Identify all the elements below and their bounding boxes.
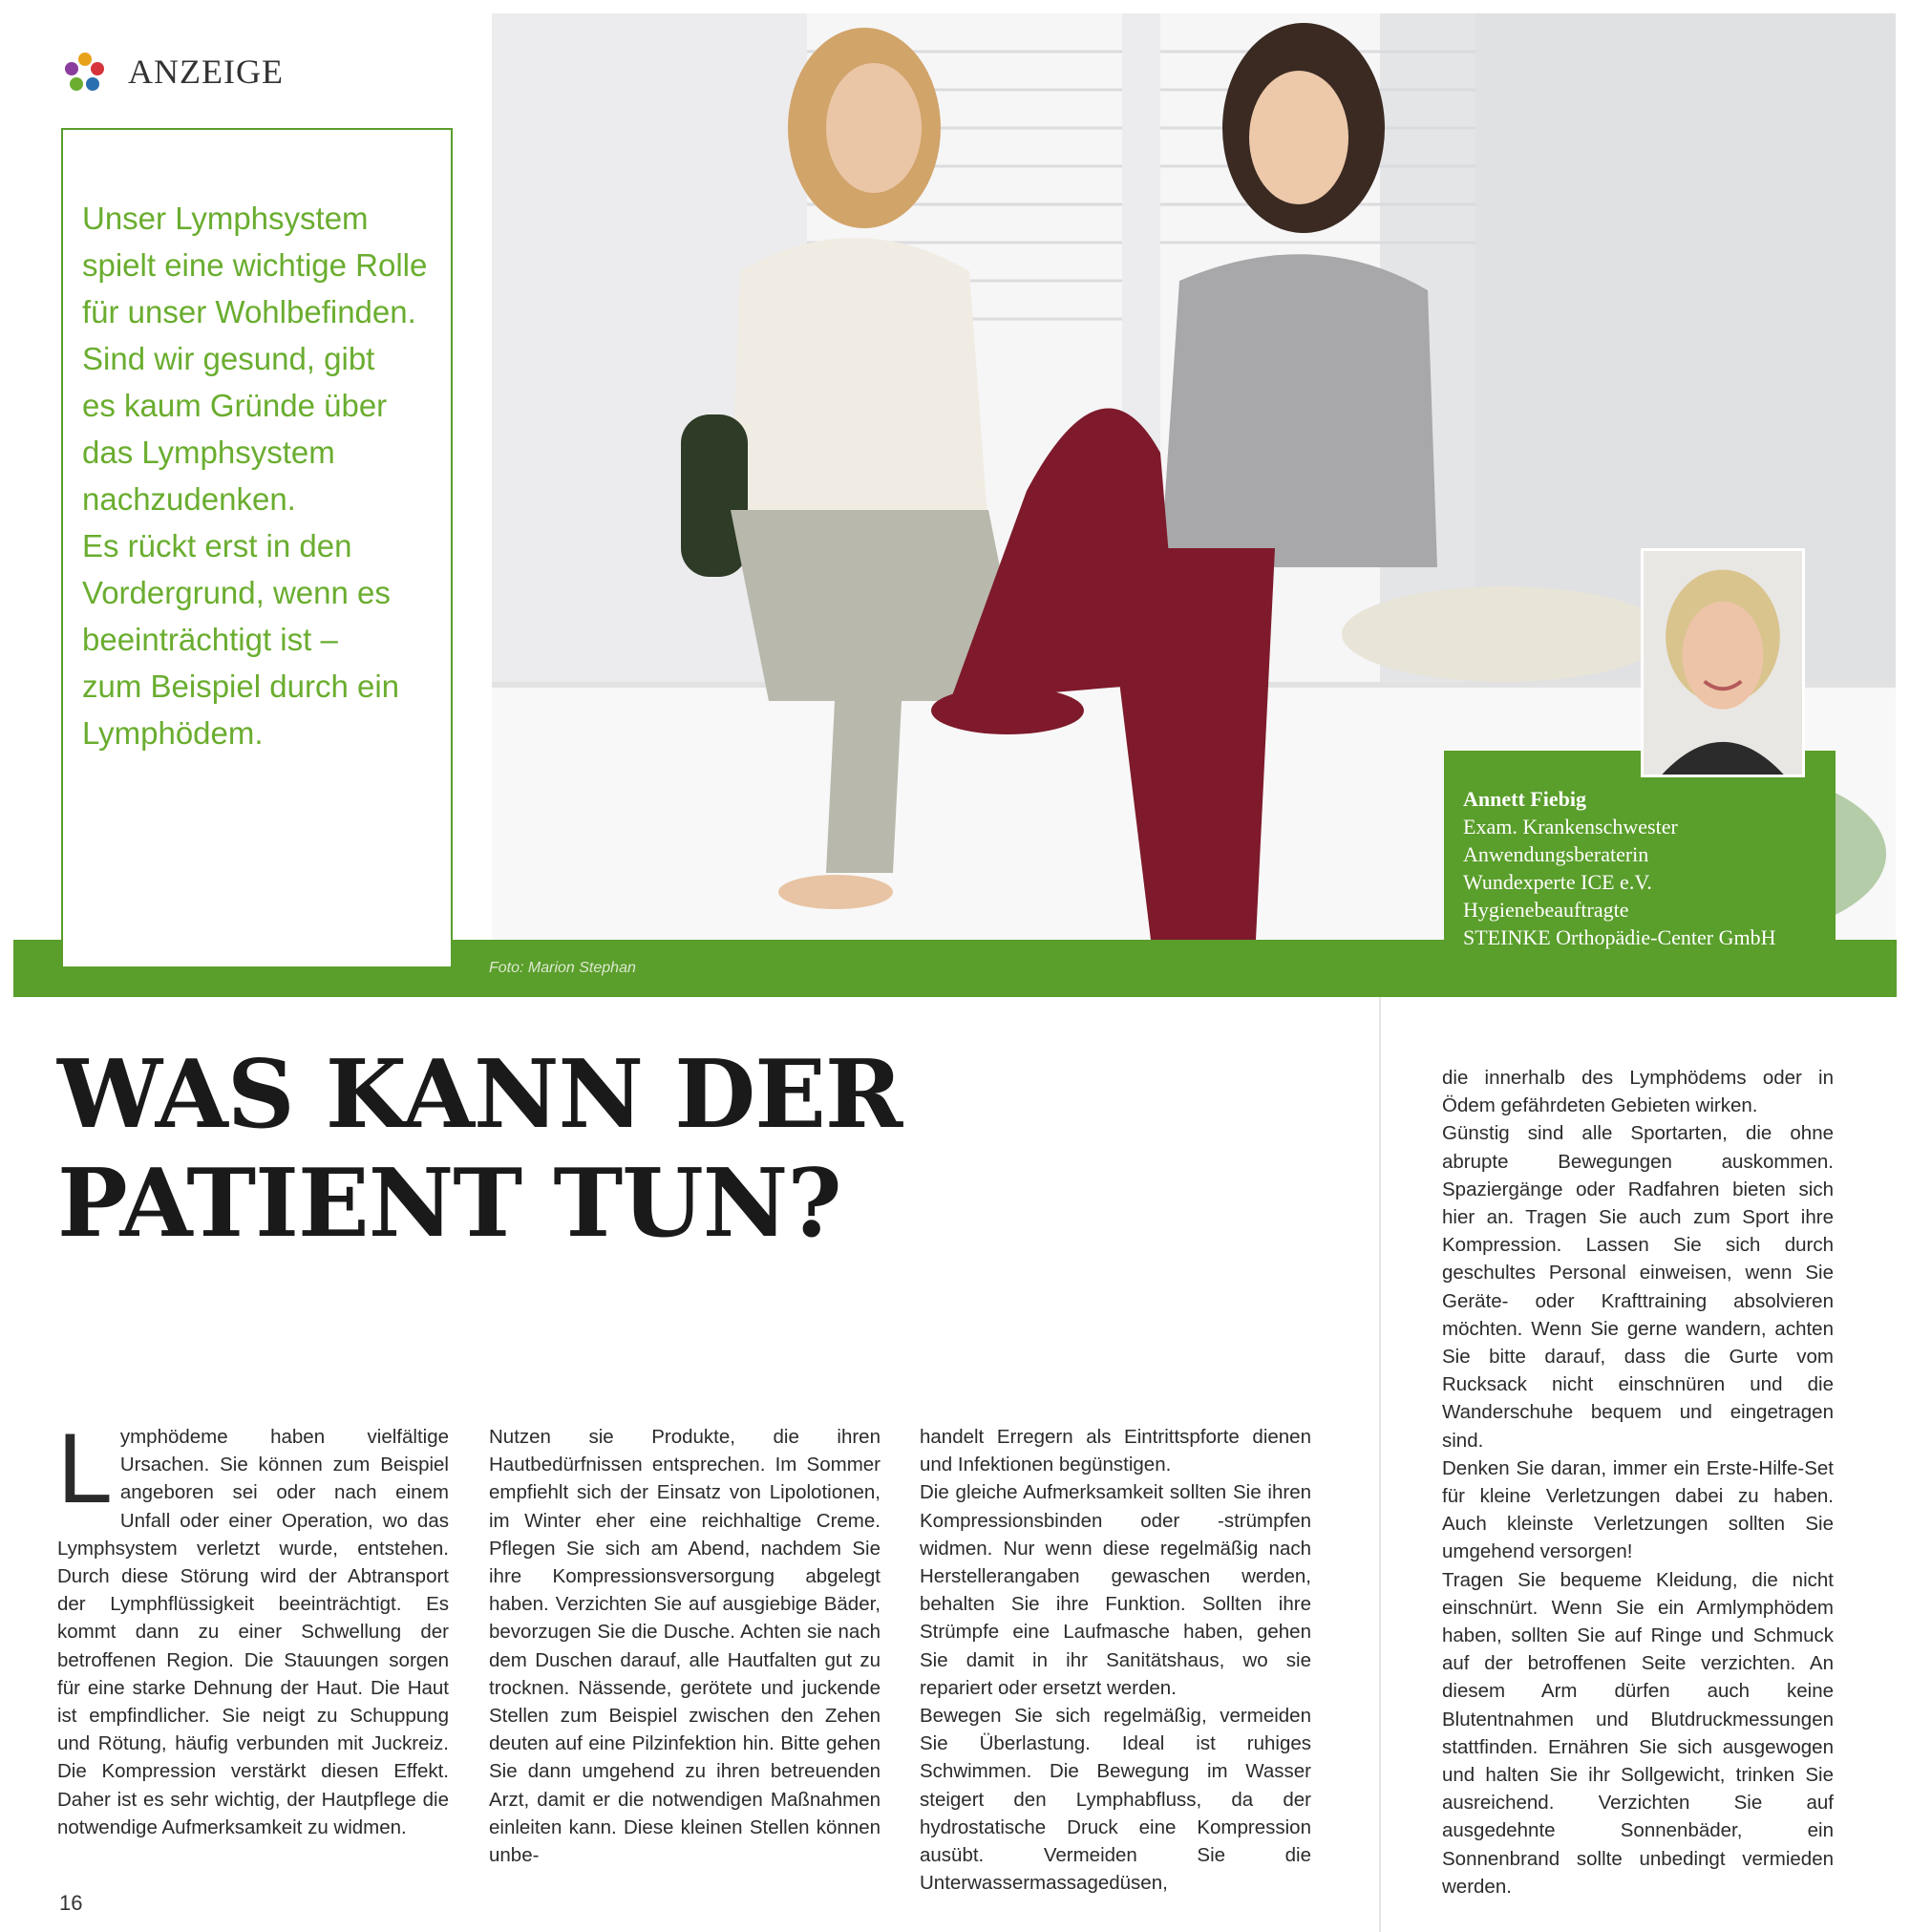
article-headline xyxy=(57,1041,917,1259)
person-title-line: Exam. Krankenschwester xyxy=(1463,815,1678,839)
paragraph: Die gleiche Aufmerksamkeit sollten Sie ihren Kompressionsbinden oder -strümpfen widmen. Nur wenn diese regelmäßig nach Herstellerangaben gewaschen werden, behalten Sie ihre Funktion. Sollten ihre Strümpfe eine Laufmasche haben, gehen Sie damit in ihr Sanitätshaus, wo sie repariert oder ersetzt werden. xyxy=(920,1481,1311,1699)
person-title-line: Wundexperte ICE e.V. xyxy=(1463,870,1652,894)
intro-text: Unser Lymphsystem spielt eine wichtige Rolle für unser Wohlbefinden. Sind wir gesund, gibt es kaum Gründe über das Lymphsystem nachzudenken. Es rückt erst in den Vordergrund, wenn es beeinträchtigt ist – zum Beispiel durch ein Lymphödem. xyxy=(82,201,428,751)
paragraph: ymphödeme haben vielfältige Ursachen. Sie können zum Beispiel angeboren sei oder nach einem Unfall oder einer Operation, wo das Lymphsystem verletzt wurde, entstehen. Durch diese Störung wird der Abtransport der Lymphflüssigkeit beeinträchtigt. Es kommt dann zu einer Schwellung der betroffenen Region. Die Stauungen sorgen für eine starke Dehnung der Haut. Die Haut ist empfindlicher. Sie neigt zu Schuppung und Rötung, häufig verbunden mit Juckreiz. Die Kompression verstärkt diesen Effekt. Daher ist es sehr wichtig, der Hautpflege die notwendige Aufmerksamkeit zu widmen. xyxy=(57,1426,449,1838)
text-column-4 xyxy=(1442,1064,1834,1900)
text-column-2 xyxy=(489,1423,881,1869)
person-name: Annett Fiebig xyxy=(1463,787,1586,811)
portrait-photo xyxy=(1641,548,1805,777)
colorful-flower-logo-icon xyxy=(61,48,109,96)
text-column-3 xyxy=(920,1423,1311,1897)
paragraph: Bewegen Sie sich regelmäßig, vermeiden Sie Überlastung. Ideal ist ruhiges Schwimmen. Die Bewegung im Wasser steigert den Lymphabfluss, da der hydrostatische Druck eine Kompression ausübt. Vermeiden Sie die Unterwassermassagedüsen, xyxy=(920,1705,1311,1895)
person-title-line: Anwendungsberaterin xyxy=(1463,842,1649,866)
headline-line: WAS KANN DER xyxy=(57,1040,902,1150)
photo-credit: Foto: Marion Stephan xyxy=(489,960,636,976)
paragraph: Tragen Sie bequeme Kleidung, die nicht einschnürt. Wenn Sie ein Armlymphödem haben, sollten Sie auf Ringe und Schmuck auf der betroffenen Seite verzichten. An diesem Arm dürfen auch keine Blutentnahmen und Blutdruckmessungen stattfinden. Ernähren Sie sich ausgewogen und halten Sie ihr Sollgewicht, trinken Sie ausreichend. Verzichten Sie auf ausgedehnte Sonnenbäder, ein Sonnenbrand sollte unbedingt vermieden werden. xyxy=(1442,1568,1834,1898)
drop-cap: L xyxy=(57,1413,113,1524)
person-title-line: STEINKE Orthopädie-Center GmbH xyxy=(1463,925,1776,949)
paragraph: die innerhalb des Lymphödems oder in Ödem gefährdeten Gebieten wirken. xyxy=(1442,1067,1834,1117)
person-info xyxy=(1463,785,1826,951)
text-column-1 xyxy=(57,1413,449,1841)
paragraph: handelt Erregern als Eintrittspforte dienen und Infektionen begünstigen. xyxy=(920,1426,1311,1476)
paragraph: Nutzen sie Produkte, die ihren Hautbedürfnissen entsprechen. Im Sommer empfiehlt sich der Einsatz von Lipolotionen, im Winter eher eine reichhaltige Creme. Pflegen Sie sich am Abend, nachdem Sie ihre Kompressionsversorgung abgelegt haben. Verzichten Sie auf ausgiebige Bäder, bevorzugen Sie die Dusche. Achten sie nach dem Duschen darauf, alle Hautfalten gut zu trocknen. Nässende, gerötete und juckende Stellen zum Beispiel zwischen den Zehen deuten auf eine Pilzinfektion hin. Bitte gehen Sie dann umgehend zu ihren betreuenden Arzt, damit er die notwendigen Maßnahmen einleiten kann. Diese kleinen Stellen können unbe- xyxy=(489,1426,881,1867)
ad-label: ANZEIGE xyxy=(128,53,284,91)
paragraph: Günstig sind alle Sportarten, die ohne abrupte Bewegungen auskommen. Spaziergänge oder Radfahren bieten sich hier an. Tragen Sie auch zum Sport ihre Kompression. Lassen Sie sich durch geschultes Personal einweisen, wenn Sie Geräte- oder Krafttraining absolvieren möchten. Wenn Sie gerne wandern, achten Sie bitte darauf, dass die Gurte vom Rucksack nicht einschnüren und die Wanderschuhe bequem und eingetragen sind. xyxy=(1442,1122,1834,1452)
page-gutter xyxy=(1379,997,1381,1932)
person-title-line: Hygienebeauftragte xyxy=(1463,898,1629,922)
page-number: 16 xyxy=(59,1891,83,1915)
headline-line: PATIENT TUN? xyxy=(57,1149,841,1259)
paragraph: Denken Sie daran, immer ein Erste-Hilfe-Set für kleine Verletzungen dabei zu haben. Auch kleinste Verletzungen sollten Sie umgehend versorgen! xyxy=(1442,1456,1834,1563)
